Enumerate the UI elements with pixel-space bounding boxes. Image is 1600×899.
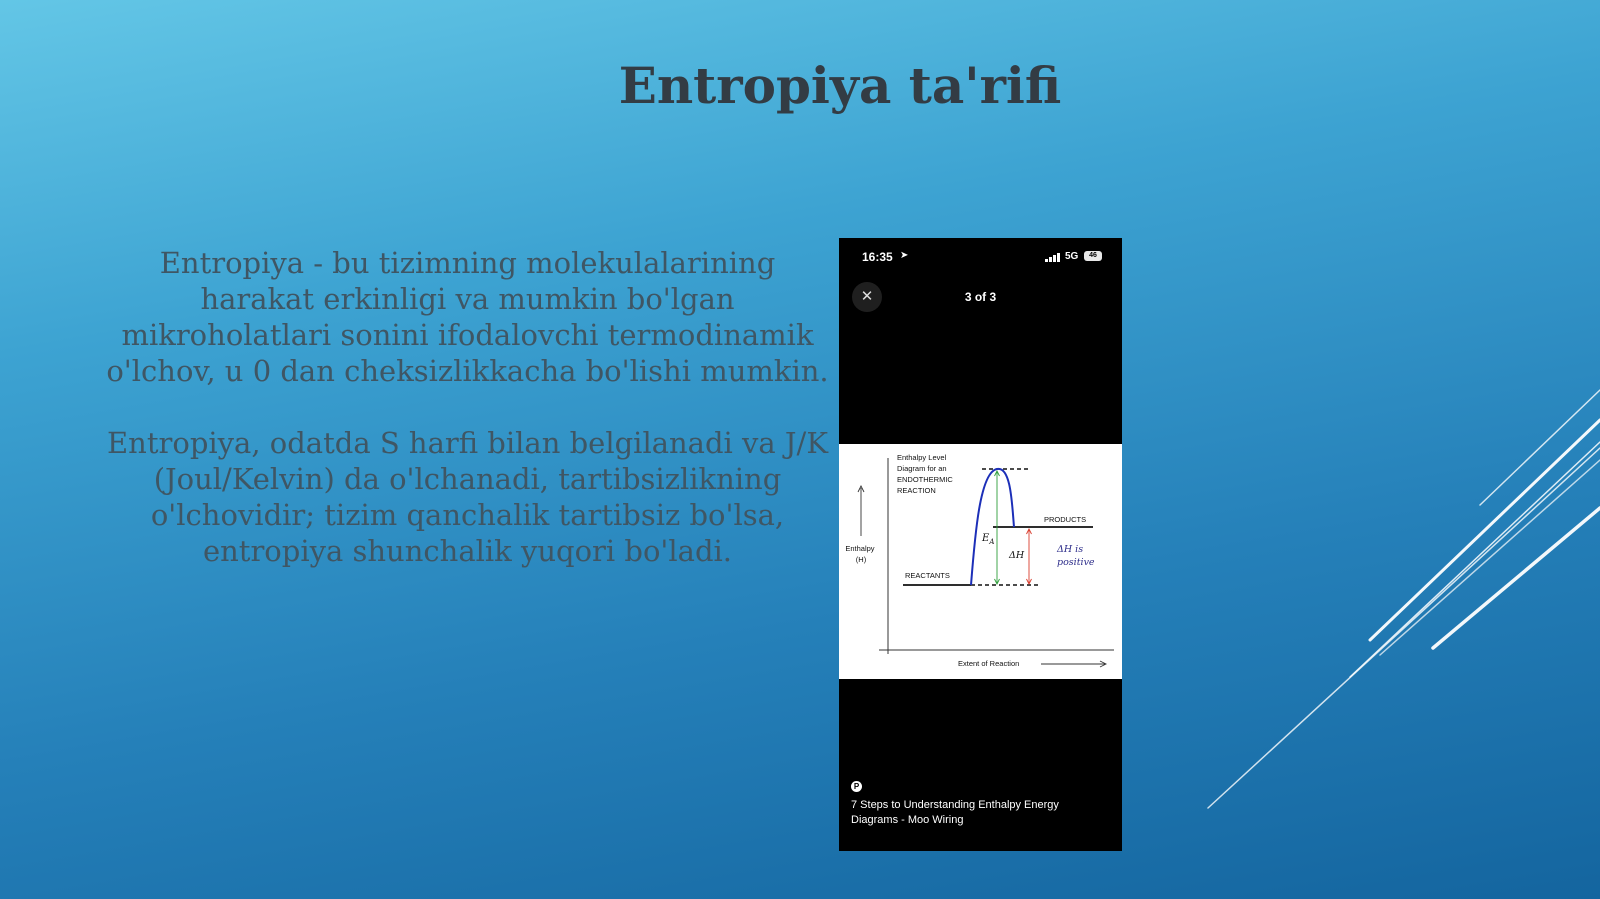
image-caption[interactable]: 7 Steps to Understanding Enthalpy Energy Diagrams - Moo Wiring (851, 799, 1059, 826)
diagram-title: Enthalpy Level Diagram for an ENDOTHERMIC REACTION (897, 453, 953, 495)
products-label: PRODUCTS (1044, 515, 1087, 524)
enthalpy-diagram (839, 444, 1122, 679)
slide-title: Entropiya ta'rifi (618, 56, 1062, 115)
x-axis-label: Extent of Reaction (958, 659, 1020, 668)
enthalpy-diagram-image[interactable] (839, 444, 1122, 679)
reactants-label: REACTANTS (905, 571, 950, 580)
phone-screenshot (839, 238, 1122, 851)
units-paragraph: Entropiya, odatda S harfi bilan belgilanadi va J/K (Joul/Kelvin) da o'lchanadi, tartibsizlikning o'lchovidir; tizim qanchalik tartibsiz bo'lsa, entropiya shunchalik yuqori bo'ladi. (107, 426, 828, 568)
page-counter: 3 of 3 (964, 290, 997, 304)
delta-h-note: ΔH is positive (1057, 544, 1095, 568)
ea-label: $E_A$ (982, 533, 995, 546)
pinterest-icon[interactable]: P (851, 781, 862, 792)
network-label: 5G (1065, 251, 1079, 262)
battery-icon: 46 (1084, 251, 1102, 261)
status-bar (839, 238, 1122, 278)
definition-paragraph: Entropiya - bu tizimning molekulalarining harakat erkinligi va mumkin bo'lgan mikroholatlari sonini ifodalovchi termodinamik o'lchov, u 0 dan cheksizlikkacha bo'lishi mumkin. (106, 246, 829, 388)
status-time: 16:35 (862, 250, 893, 264)
signal-icon (1045, 253, 1060, 262)
delta-h-label: ΔH (1009, 550, 1025, 561)
y-axis-label: Enthalpy (H) (845, 544, 875, 564)
close-icon[interactable]: ✕ (852, 282, 882, 312)
location-arrow-icon: ➤ (900, 250, 909, 261)
